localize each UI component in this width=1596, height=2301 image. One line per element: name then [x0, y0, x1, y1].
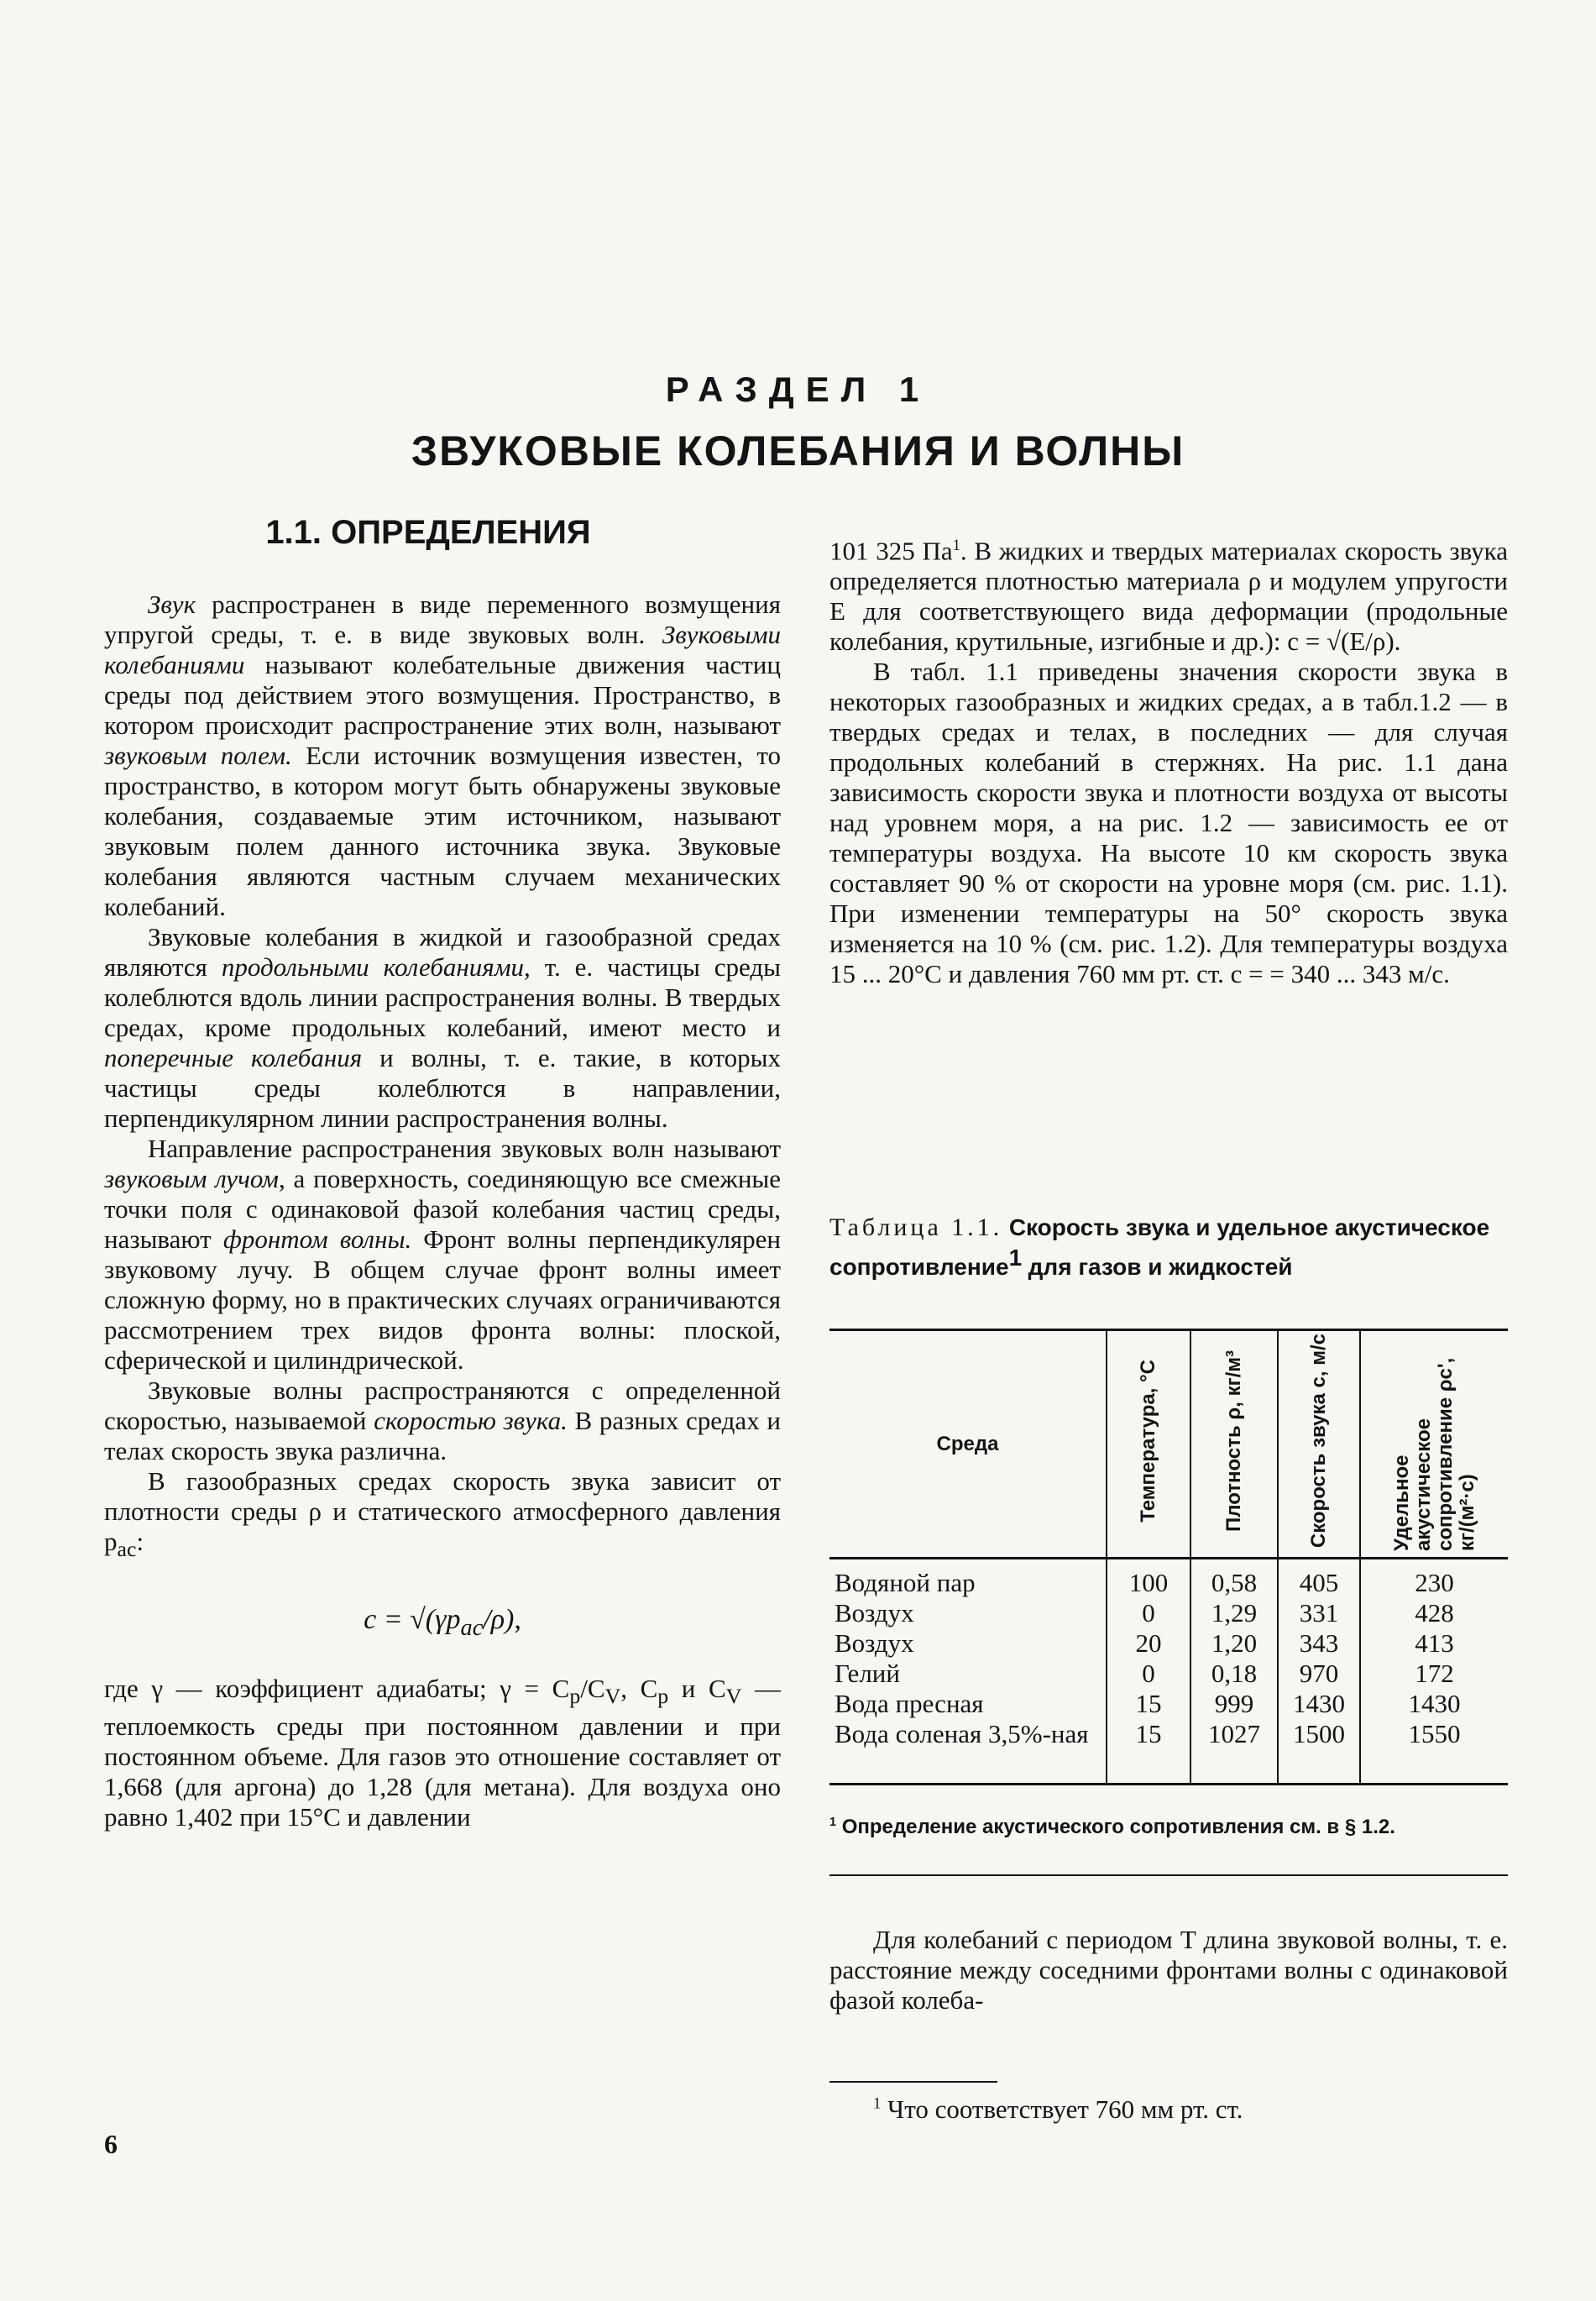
section-title: ЗВУКОВЫЕ КОЛЕБАНИЯ И ВОЛНЫ: [411, 427, 1185, 474]
term-speed-of-sound: скоростью звука.: [374, 1406, 568, 1435]
paragraph-speed: Звуковые волны распространяются с определенной скоростью, называемой скоростью звука. В разных средах и телах скорость звука различна.: [104, 1376, 781, 1465]
table-header-row: [829, 1330, 1508, 1559]
table-caption: Таблица 1.1. Скорость звука и удельное акустическое сопротивление$^1$ для газов и жидкостей: [829, 1213, 1490, 1280]
header-temperature: Температура, °С: [1107, 1330, 1190, 1559]
term-transverse: поперечные колебания: [104, 1043, 363, 1072]
table-1-1: [829, 1329, 1508, 1785]
term-sound-oscillations: Звуковыми колебаниями: [104, 620, 781, 679]
paragraph-gas-speed: В газообразных средах скорость звука зависит от плотности среды ρ и статического атмосферного давления $p_{ас}$:: [104, 1466, 781, 1562]
paragraph-longitudinal: Звуковые колебания в жидкой и газообразной средах являются продольными колебаниями, т. е. частицы среды колеблются вдоль линии распространения волны. В твердых средах, кроме продольных колебаний, имеют место и поперечные колебания и волны, т. е. такие, в которых частицы среды колеблются в направлении, перпендикулярном линии распространения волны.: [104, 922, 781, 1133]
term-sound-field: звуковым полем.: [104, 741, 292, 770]
header-impedance: Удельное акустическое сопротивление ρc', кг/(м²·с): [1360, 1330, 1508, 1559]
table-row: Вода пресная 15 999 1430 1430: [829, 1689, 1508, 1719]
paragraph-adiabatic: где γ — коэффициент адиабаты; $\gamma = C_p/C_V$, $C_p$ и $C_V$ — теплоемкость среды при постоянном давлении и при постоянном объеме. Для газов это отношение составляет от 1,668 (для аргона) до 1,28 (для метана). Для воздуха оно равно 1,402 при 15°C и давлении: [104, 1673, 781, 1832]
header-density: Плотность ρ, кг/м³: [1190, 1330, 1278, 1559]
paragraph-table-refs: В табл. 1.1 приведены значения скорости звука в некоторых газообразных и жидких средах, а в табл.1.2 — в твердых средах и телах, в последних — для случая продольных колебаний в стержнях. На рис. 1.1 дана зависимость скорости звука и плотности воздуха от высоты над уровнем моря, а на рис. 1.2 — зависимость ее от температуры воздуха. На высоте 10 км скорость звука составляет 90 % от скорости на уровне моря (см. рис. 1.1). При изменении температуры на 50° скорость звука изменяется на 10 % (см. рис. 1.2). Для температуры воздуха 15 ... 20°C и давления 760 мм рт. ст. c = = 340 ... 343 м/с.: [829, 657, 1508, 989]
formula-gas-speed: $c = √(\gamma p_{ас}/\rho)$,: [364, 1604, 521, 1641]
paragraph-solids: 101 325 $Па^1$. В жидких и твердых материалах скорость звука определяется плотностью материала ρ и модулем упругости E для соответствующего вида деформации (продольные колебания, крутильные, изгибные и др.): c = √(E/ρ).: [829, 536, 1508, 657]
term-wave-front: фронтом волны.: [222, 1224, 412, 1254]
section-label: РАЗДЕЛ 1: [665, 370, 931, 409]
page-number: 6: [104, 2129, 118, 2159]
subsection-title: 1.1. ОПРЕДЕЛЕНИЯ: [265, 514, 591, 551]
term-sound: Звук: [148, 590, 196, 619]
right-column-continued: [829, 1925, 1508, 2015]
paragraph-definition-sound: Звук распространен в виде переменного возмущения упругой среды, т. е. в виде звуковых волн. Звуковыми колебаниями называют колебательные движения частиц среды под действием этого возмущения. Пространство, в котором происходит распространение этих волн, называют звуковым полем. Если источник возмущения известен, то пространство, в котором могут быть обнаружены звуковые колебания, создаваемые этим источником, называют звуковым полем данного источника звука. Звуковые колебания являются частным случаем механических колебаний.: [104, 590, 781, 921]
table-row: Водяной пар 100 0,58 405 230: [829, 1559, 1508, 1599]
table-row: Гелий 0 0,18 970 172: [829, 1659, 1508, 1689]
header-medium: Среда: [829, 1330, 1107, 1559]
term-sound-ray: звуковым лучом: [104, 1164, 279, 1193]
table-row: Воздух 20 1,20 343 413: [829, 1628, 1508, 1659]
page-footnote: $^1$ Что соответствует 760 мм рт. ст.: [873, 2094, 1243, 2124]
table-caption-text: Скорость звука и удельное акустическое сопротивление: [829, 1214, 1490, 1280]
right-column: [829, 531, 1508, 989]
paragraph-wavelength: Для колебаний с периодом T длина звуковой волны, т. е. расстояние между соседними фронтами волны с одинаковой фазой колеба-: [829, 1925, 1508, 2015]
left-column: [104, 590, 781, 1832]
term-longitudinal: продольными колебаниями: [221, 952, 524, 982]
paragraph-wave-front: Направление распространения звуковых волн называют звуковым лучом, а поверхность, соединяющую все смежные точки поля с одинаковой фазой колебания частиц среды, называют фронтом волны. Фронт волны перпендикулярен звуковому лучу. В общем случае фронт волны имеет сложную форму, но в практических случаях ограничиваются рассмотрением трех видов фронта волны: плоской, сферической и цилиндрической.: [104, 1134, 782, 1375]
table-caption-label: Таблица 1.1.: [829, 1213, 1003, 1241]
table-bottom-rule: [829, 1874, 1508, 1876]
header-speed: Скорость звука c, м/с: [1278, 1330, 1360, 1559]
table-row: Вода соленая 3,5%-ная 15 1027 1500 1550: [829, 1719, 1508, 1785]
table-footnote: $^1$ Определение акустического сопротивления см. в § 1.2.: [829, 1816, 1395, 1838]
table-row: Воздух 0 1,29 331 428: [829, 1598, 1508, 1628]
footnote-rule: [829, 2081, 997, 2083]
